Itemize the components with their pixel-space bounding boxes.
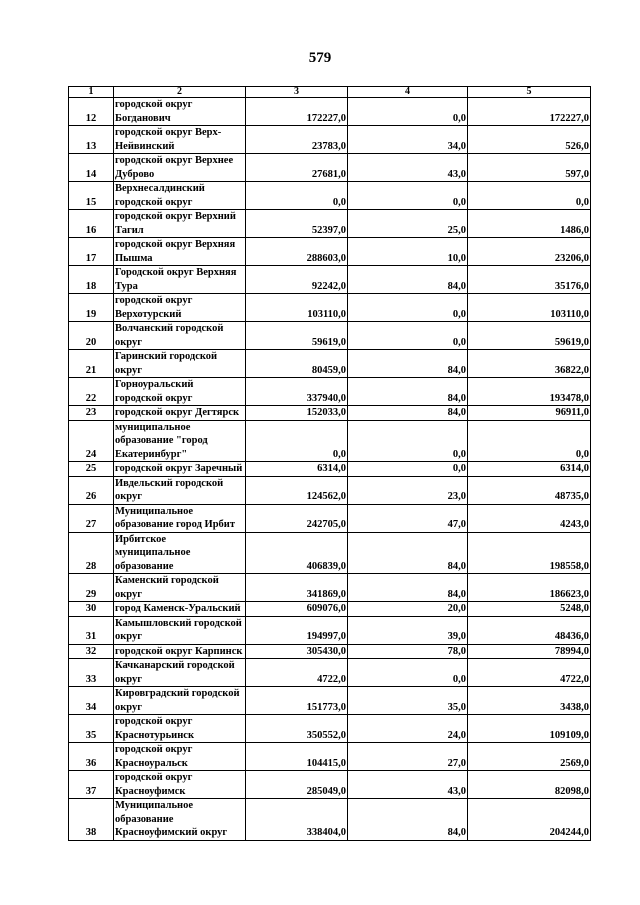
value-c3: 92242,0: [246, 266, 348, 294]
value-c5: 36822,0: [468, 350, 591, 378]
municipality-name: [114, 574, 246, 602]
municipality-name: [114, 504, 246, 532]
municipality-name-line: образование: [115, 560, 174, 572]
value-c4: 23,0: [348, 476, 468, 504]
municipality-name-line: округ: [115, 631, 143, 642]
value-c4: 0,0: [348, 98, 468, 126]
municipality-name-line: Красноуфимский округ: [115, 827, 228, 838]
municipality-name-line: Гаринский городской: [115, 351, 218, 362]
value-c4: 10,0: [348, 238, 468, 266]
row-number: 21: [69, 350, 114, 378]
municipality-name-line: Муниципальное: [115, 800, 194, 811]
row-number: 28: [69, 532, 114, 574]
column-header: 4: [348, 87, 468, 98]
municipality-name: [114, 294, 246, 322]
municipality-name-line: муниципальное: [115, 421, 191, 433]
table-row: [69, 406, 591, 421]
value-c5: 109109,0: [468, 715, 591, 743]
table-row: [69, 799, 591, 841]
row-number: 17: [69, 238, 114, 266]
value-c3: 0,0: [246, 182, 348, 210]
value-c5: 48735,0: [468, 476, 591, 504]
municipality-name-line: городской округ: [115, 772, 193, 783]
municipality-name-line: Верхотурский: [115, 308, 182, 320]
value-c4: 0,0: [348, 322, 468, 350]
table-row: [69, 504, 591, 532]
municipality-name-line: Волчанский городской: [115, 323, 224, 334]
municipality-name: [114, 602, 246, 617]
value-c3: 285049,0: [246, 771, 348, 799]
municipality-name-line: городской округ Карпинск: [115, 645, 243, 657]
value-c4: 43,0: [348, 771, 468, 799]
value-c4: 43,0: [348, 154, 468, 182]
municipality-name-line: Дуброво: [115, 168, 155, 180]
table-row: [69, 98, 591, 126]
row-number: 30: [69, 602, 114, 617]
value-c3: 288603,0: [246, 238, 348, 266]
municipality-name-line: Качканарский городской: [115, 660, 235, 671]
value-c4: 35,0: [348, 687, 468, 715]
value-c3: 341869,0: [246, 574, 348, 602]
municipality-name-line: городской округ: [115, 716, 193, 727]
municipality-name-line: Каменский городской: [115, 575, 219, 586]
municipality-name: [114, 98, 246, 126]
value-c4: 25,0: [348, 210, 468, 238]
municipality-name-line: Краснотурьинск: [115, 729, 194, 741]
table-row: [69, 238, 591, 266]
value-c5: 193478,0: [468, 378, 591, 406]
municipality-name-line: Тагил: [115, 224, 144, 236]
row-number: 22: [69, 378, 114, 406]
value-c3: 337940,0: [246, 378, 348, 406]
value-c5: 1486,0: [468, 210, 591, 238]
municipality-name: [114, 799, 246, 841]
value-c3: 172227,0: [246, 98, 348, 126]
municipality-name-line: Камышловский городской: [115, 617, 242, 629]
value-c3: 59619,0: [246, 322, 348, 350]
value-c5: 82098,0: [468, 771, 591, 799]
table-row: [69, 687, 591, 715]
value-c4: 84,0: [348, 574, 468, 602]
value-c4: 34,0: [348, 126, 468, 154]
row-number: 24: [69, 420, 114, 462]
municipality-name-line: городской округ: [115, 99, 193, 110]
value-c3: 194997,0: [246, 616, 348, 644]
value-c4: 20,0: [348, 602, 468, 617]
value-c4: 0,0: [348, 462, 468, 477]
table-row: [69, 715, 591, 743]
value-c5: 103110,0: [468, 294, 591, 322]
value-c3: 151773,0: [246, 687, 348, 715]
value-c5: 23206,0: [468, 238, 591, 266]
municipality-name-line: Ирбитское муниципальное: [115, 533, 191, 558]
table-row: [69, 126, 591, 154]
table-body: [69, 98, 591, 841]
value-c3: 104415,0: [246, 743, 348, 771]
value-c5: 526,0: [468, 126, 591, 154]
value-c4: 0,0: [348, 182, 468, 210]
value-c4: 39,0: [348, 616, 468, 644]
table-row: [69, 182, 591, 210]
table-row: [69, 266, 591, 294]
value-c4: 24,0: [348, 715, 468, 743]
value-c4: 84,0: [348, 799, 468, 841]
value-c3: 23783,0: [246, 126, 348, 154]
municipality-name-line: Екатеринбург": [115, 448, 188, 460]
value-c3: 124562,0: [246, 476, 348, 504]
municipality-name-line: Красноуральск: [115, 757, 188, 769]
value-c3: 0,0: [246, 420, 348, 462]
value-c5: 96911,0: [468, 406, 591, 421]
municipality-name-line: округ: [115, 701, 143, 713]
municipality-name-line: городской округ: [115, 392, 193, 404]
row-number: 34: [69, 687, 114, 715]
value-c5: 0,0: [468, 182, 591, 210]
value-c4: 27,0: [348, 743, 468, 771]
table-row: [69, 574, 591, 602]
municipality-name-line: Ивдельский городской: [115, 477, 224, 489]
row-number: 15: [69, 182, 114, 210]
municipality-name: [114, 659, 246, 687]
municipality-name: [114, 644, 246, 659]
municipality-name: [114, 687, 246, 715]
municipality-name-line: округ: [115, 588, 143, 600]
table-row: [69, 462, 591, 477]
municipality-name: [114, 238, 246, 266]
municipality-name: [114, 771, 246, 799]
value-c3: 152033,0: [246, 406, 348, 421]
table-row: [69, 350, 591, 378]
row-number: 20: [69, 322, 114, 350]
value-c3: 6314,0: [246, 462, 348, 477]
value-c5: 204244,0: [468, 799, 591, 841]
table-row: [69, 322, 591, 350]
row-number: 25: [69, 462, 114, 477]
column-header: 5: [468, 87, 591, 98]
municipality-name-line: Нейвинский: [115, 140, 175, 152]
column-header: 1: [69, 87, 114, 98]
table-row: [69, 602, 591, 617]
municipality-name-line: городской округ Заречный: [115, 463, 243, 474]
municipality-name-line: городской округ Верхний: [115, 211, 236, 222]
value-c5: 3438,0: [468, 687, 591, 715]
table-row: [69, 420, 591, 462]
row-number: 19: [69, 294, 114, 322]
value-c3: 4722,0: [246, 659, 348, 687]
row-number: 23: [69, 406, 114, 421]
value-c3: 242705,0: [246, 504, 348, 532]
value-c5: 2569,0: [468, 743, 591, 771]
table-row: [69, 743, 591, 771]
municipality-name-line: Верхнесалдинский: [115, 183, 205, 194]
table-row: [69, 476, 591, 504]
value-c4: 84,0: [348, 266, 468, 294]
value-c5: 4722,0: [468, 659, 591, 687]
row-number: 31: [69, 616, 114, 644]
column-header: 3: [246, 87, 348, 98]
value-c3: 305430,0: [246, 644, 348, 659]
row-number: 16: [69, 210, 114, 238]
municipality-name-line: округ: [115, 491, 143, 502]
value-c5: 5248,0: [468, 602, 591, 617]
table-row: [69, 378, 591, 406]
municipality-name: [114, 182, 246, 210]
value-c4: 0,0: [348, 294, 468, 322]
municipality-name: [114, 715, 246, 743]
table-row: [69, 532, 591, 574]
municipality-name: [114, 210, 246, 238]
table-row: [69, 659, 591, 687]
municipality-name: [114, 126, 246, 154]
value-c4: 84,0: [348, 532, 468, 574]
value-c3: 406839,0: [246, 532, 348, 574]
row-number: 12: [69, 98, 114, 126]
municipality-name: [114, 616, 246, 644]
row-number: 32: [69, 644, 114, 659]
table-row: [69, 644, 591, 659]
municipality-name-line: образование: [115, 813, 174, 825]
municipality-name: [114, 462, 246, 477]
page-number: 579: [308, 50, 332, 66]
municipality-name-line: городской округ: [115, 744, 193, 755]
value-c5: 78994,0: [468, 644, 591, 659]
municipality-name-line: Красноуфимск: [115, 785, 186, 797]
value-c4: 0,0: [348, 420, 468, 462]
municipality-name-line: городской округ: [115, 295, 193, 306]
value-c4: 84,0: [348, 350, 468, 378]
value-c4: 47,0: [348, 504, 468, 532]
value-c5: 35176,0: [468, 266, 591, 294]
municipality-name-line: город Каменск-Уральский: [115, 603, 241, 614]
value-c3: 350552,0: [246, 715, 348, 743]
municipality-name-line: городской округ: [115, 196, 193, 208]
municipality-name-line: Богданович: [115, 112, 171, 124]
row-number: 26: [69, 476, 114, 504]
value-c5: 59619,0: [468, 322, 591, 350]
municipality-name-line: городской округ Верхнее: [115, 155, 234, 166]
municipality-name-line: округ: [115, 673, 143, 685]
row-number: 18: [69, 266, 114, 294]
table-row: [69, 294, 591, 322]
municipality-name-line: образование "город: [115, 435, 208, 446]
municipality-name-line: Кировградский городской: [115, 688, 240, 699]
value-c5: 198558,0: [468, 532, 591, 574]
municipality-name-line: городской округ Верх-: [115, 127, 222, 138]
row-number: 35: [69, 715, 114, 743]
municipality-name-line: Горноуральский: [115, 379, 194, 390]
municipality-name: [114, 420, 246, 462]
municipality-name: [114, 266, 246, 294]
row-number: 14: [69, 154, 114, 182]
value-c5: 597,0: [468, 154, 591, 182]
municipality-name: [114, 476, 246, 504]
value-c5: 48436,0: [468, 616, 591, 644]
value-c5: 4243,0: [468, 504, 591, 532]
municipality-name-line: Городской округ Верхняя: [115, 267, 237, 278]
municipality-name: [114, 743, 246, 771]
table-row: [69, 210, 591, 238]
municipality-name-line: Тура: [115, 280, 138, 292]
table-row: [69, 616, 591, 644]
municipality-name: [114, 532, 246, 574]
municipality-name-line: образование город Ирбит: [115, 519, 235, 530]
municipality-name: [114, 406, 246, 421]
row-number: 27: [69, 504, 114, 532]
row-number: 29: [69, 574, 114, 602]
row-number: 13: [69, 126, 114, 154]
data-table: [68, 86, 591, 841]
value-c3: 52397,0: [246, 210, 348, 238]
value-c3: 27681,0: [246, 154, 348, 182]
municipality-name: [114, 350, 246, 378]
value-c4: 78,0: [348, 644, 468, 659]
municipality-name-line: городской округ Дегтярск: [115, 407, 240, 418]
value-c5: 0,0: [468, 420, 591, 462]
municipality-name-line: Муниципальное: [115, 505, 194, 517]
value-c4: 84,0: [348, 378, 468, 406]
value-c5: 6314,0: [468, 462, 591, 477]
municipality-name-line: городской округ Верхняя: [115, 239, 236, 250]
row-number: 38: [69, 799, 114, 841]
value-c3: 338404,0: [246, 799, 348, 841]
value-c5: 172227,0: [468, 98, 591, 126]
header-row: [69, 87, 591, 98]
value-c5: 186623,0: [468, 574, 591, 602]
column-header: 2: [114, 87, 246, 98]
row-number: 36: [69, 743, 114, 771]
row-number: 33: [69, 659, 114, 687]
row-number: 37: [69, 771, 114, 799]
municipality-name-line: округ: [115, 336, 143, 348]
value-c3: 609076,0: [246, 602, 348, 617]
table-row: [69, 154, 591, 182]
municipality-name-line: Пышма: [115, 252, 153, 264]
table-row: [69, 771, 591, 799]
municipality-name: [114, 154, 246, 182]
municipality-name-line: округ: [115, 364, 143, 376]
value-c3: 103110,0: [246, 294, 348, 322]
value-c3: 80459,0: [246, 350, 348, 378]
value-c4: 84,0: [348, 406, 468, 421]
municipality-name: [114, 322, 246, 350]
value-c4: 0,0: [348, 659, 468, 687]
municipality-name: [114, 378, 246, 406]
